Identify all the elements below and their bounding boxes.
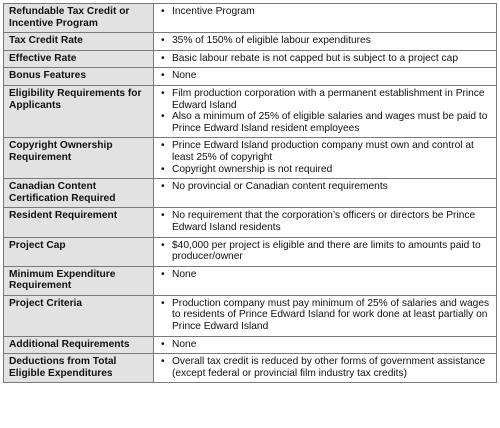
- bullet-list: [160, 53, 492, 65]
- bullet-text: Prince Edward Island production company must own and control at least 25% of copyright: [172, 140, 474, 163]
- row-label: Additional Requirements: [4, 336, 154, 354]
- table-body: [4, 4, 497, 383]
- row-label: Resident Requirement: [4, 208, 154, 237]
- bullet-item: [160, 210, 492, 233]
- bullet-item: [160, 356, 492, 379]
- bullet-icon: •: [161, 338, 165, 350]
- bullet-list: [160, 35, 492, 47]
- bullet-item: [160, 240, 492, 263]
- bullet-text: 35% of 150% of eligible labour expenditures: [172, 35, 371, 47]
- bullet-text: Film production corporation with a permanent establishment in Prince Edward Island: [172, 87, 485, 111]
- table-row: [4, 237, 497, 266]
- bullet-list: [160, 6, 492, 18]
- bullet-text: No provincial or Canadian content requirements: [172, 181, 388, 193]
- row-value: [154, 266, 497, 295]
- bullet-text: No requirement that the corporation’s officers or directors be Prince Edward Island residents: [172, 210, 476, 233]
- bullet-icon: •: [161, 268, 165, 280]
- bullet-item: [160, 164, 492, 176]
- bullet-icon: •: [161, 163, 165, 175]
- bullet-text: Overall tax credit is reduced by other forms of government assistance (except federal or provincial film industry tax credits): [172, 356, 486, 379]
- bullet-item: [160, 35, 492, 47]
- bullet-item: [160, 111, 492, 134]
- table-row: [4, 295, 497, 336]
- row-label: Deductions from Total Eligible Expenditures: [4, 354, 154, 383]
- bullet-list: [160, 298, 492, 333]
- table-row: [4, 50, 497, 68]
- row-value: [154, 50, 497, 68]
- row-value: [154, 179, 497, 208]
- table-row: [4, 336, 497, 354]
- table-row: [4, 33, 497, 51]
- bullet-text: None: [172, 70, 197, 82]
- row-label: Effective Rate: [4, 50, 154, 68]
- row-label: Minimum Expenditure Requirement: [4, 266, 154, 295]
- tax-credit-table: [3, 3, 497, 383]
- bullet-item: [160, 70, 492, 82]
- bullet-text: Incentive Program: [172, 6, 255, 17]
- bullet-text: Basic labour rebate is not capped but is subject to a project cap: [172, 52, 458, 64]
- bullet-list: [160, 70, 492, 82]
- table-row: [4, 85, 497, 137]
- bullet-list: [160, 269, 492, 281]
- row-label: Bonus Features: [4, 68, 154, 86]
- bullet-list: [160, 356, 492, 379]
- bullet-icon: •: [161, 140, 165, 152]
- bullet-icon: •: [161, 87, 165, 99]
- bullet-text: Copyright ownership is not required: [172, 163, 333, 175]
- bullet-icon: •: [161, 297, 165, 309]
- row-value: [154, 237, 497, 266]
- table-row: [4, 4, 497, 33]
- bullet-icon: •: [161, 239, 165, 251]
- bullet-icon: •: [161, 181, 165, 193]
- bullet-item: [160, 269, 492, 281]
- bullet-text: $40,000 per project is eligible and there are limits to amounts paid to producer/owner: [172, 239, 481, 263]
- row-label: Tax Credit Rate: [4, 33, 154, 51]
- bullet-list: [160, 88, 492, 134]
- bullet-item: [160, 298, 492, 333]
- bullet-item: [160, 88, 492, 111]
- row-value: [154, 33, 497, 51]
- row-label: Project Criteria: [4, 295, 154, 336]
- row-label: Canadian Content Certification Required: [4, 179, 154, 208]
- bullet-list: [160, 181, 492, 193]
- row-value: [154, 68, 497, 86]
- incentive-details-sheet: [3, 3, 497, 383]
- row-value: [154, 208, 497, 237]
- bullet-icon: •: [161, 210, 165, 222]
- table-row: [4, 138, 497, 179]
- bullet-text: Production company must pay minimum of 25% of salaries and wages to residents of Prince Edward Island for work done at least partially on Prince Edward Island: [172, 297, 490, 333]
- table-row: [4, 179, 497, 208]
- bullet-item: [160, 339, 492, 351]
- bullet-icon: •: [161, 6, 165, 17]
- bullet-icon: •: [161, 356, 165, 368]
- bullet-icon: •: [161, 70, 165, 82]
- bullet-list: [160, 240, 492, 263]
- row-value: [154, 336, 497, 354]
- bullet-list: [160, 140, 492, 175]
- bullet-item: [160, 6, 492, 18]
- table-row: [4, 68, 497, 86]
- bullet-icon: •: [161, 52, 165, 64]
- row-value: [154, 138, 497, 179]
- table-row: [4, 354, 497, 383]
- row-label: Copyright Ownership Requirement: [4, 138, 154, 179]
- bullet-list: [160, 210, 492, 233]
- bullet-icon: •: [161, 111, 165, 123]
- row-value: [154, 4, 497, 33]
- bullet-text: None: [172, 338, 197, 350]
- table-row: [4, 208, 497, 237]
- bullet-item: [160, 140, 492, 163]
- bullet-list: [160, 339, 492, 351]
- table-row: [4, 266, 497, 295]
- row-label: Project Cap: [4, 237, 154, 266]
- row-value: [154, 85, 497, 137]
- row-value: [154, 354, 497, 383]
- bullet-item: [160, 181, 492, 193]
- bullet-text: Also a minimum of 25% of eligible salaries and wages must be paid to Prince Edward Island resident employees: [172, 111, 488, 134]
- bullet-text: None: [172, 268, 197, 280]
- row-label: Eligibility Requirements for Applicants: [4, 85, 154, 137]
- row-label: Refundable Tax Credit or Incentive Program: [4, 4, 154, 33]
- row-value: [154, 295, 497, 336]
- bullet-icon: •: [161, 35, 165, 47]
- bullet-item: [160, 53, 492, 65]
